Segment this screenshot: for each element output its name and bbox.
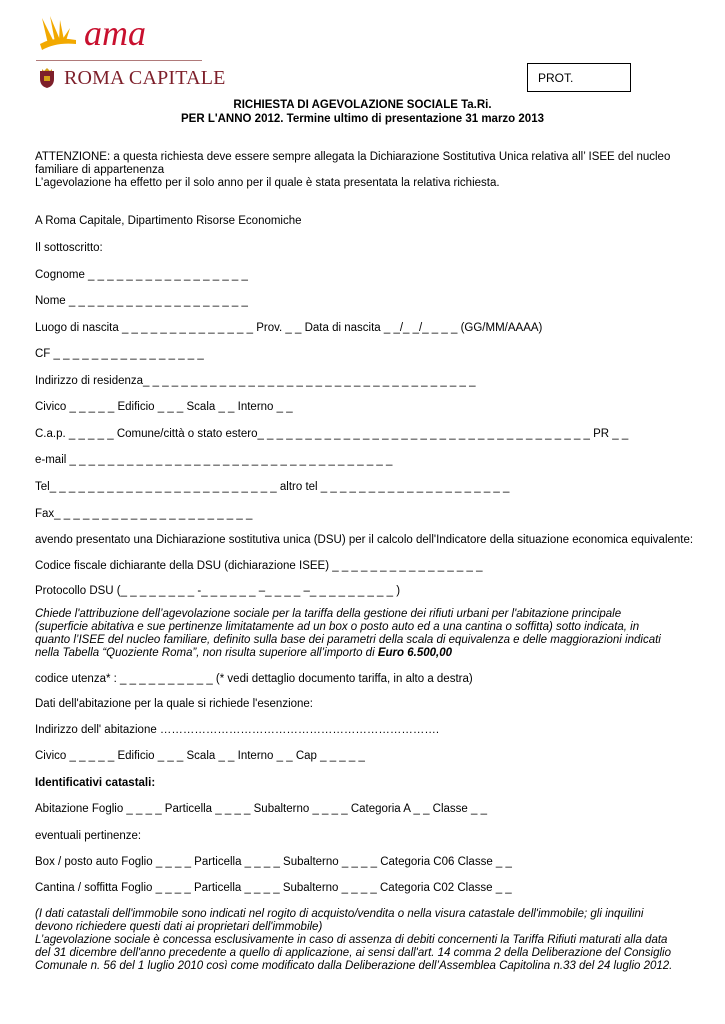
attention-line-3: L’agevolazione ha effetto per il solo anno per il quale è stata presentata la relativa richiesta.	[35, 177, 500, 189]
birth-info-field[interactable]: Luogo di nascita _ _ _ _ _ _ _ _ _ _ _ _ _ _ Prov. _ _ Data di nascita _ _/_ _/_ _ _ _ (GG/MM/AAAA)	[35, 322, 543, 334]
dwelling-cadastral-field[interactable]: Abitazione Foglio _ _ _ _ Particella _ _ _ _ Subalterno _ _ _ _ Categoria A _ _ Classe _ _	[35, 803, 487, 815]
roma-capitale-wordmark: ROMA CAPITALE	[64, 66, 226, 89]
nome-field[interactable]: Nome _ _ _ _ _ _ _ _ _ _ _ _ _ _ _ _ _ _ _	[35, 295, 248, 307]
attention-line-1: ATTENZIONE: a questa richiesta deve essere sempre allegata la Dichiarazione Sostitutiva Unica relativa all’ ISEE del nucleo	[35, 151, 671, 163]
email-field[interactable]: e-mail _ _ _ _ _ _ _ _ _ _ _ _ _ _ _ _ _ _ _ _ _ _ _ _ _ _ _ _ _ _ _ _ _ _	[35, 454, 393, 466]
phone-field[interactable]: Tel_ _ _ _ _ _ _ _ _ _ _ _ _ _ _ _ _ _ _ _ _ _ _ _ altro tel _ _ _ _ _ _ _ _ _ _ _ _ _ _ _ _ _ _ _ _	[35, 481, 510, 493]
sun-rays-icon	[36, 14, 80, 54]
user-code-field[interactable]: codice utenza* : _ _ _ _ _ _ _ _ _ _ (* vedi dettaglio documento tariffa, in alto a destra)	[35, 673, 473, 685]
residence-civic-field[interactable]: Civico _ _ _ _ _ Edificio _ _ _ Scala _ _ Interno _ _	[35, 401, 293, 413]
dsu-intro: avendo presentato una Dichiarazione sostitutiva unica (DSU) per il calcolo dell'Indicatore della situazione economica equivalente:	[35, 534, 694, 546]
dsu-tax-code-field[interactable]: Codice fiscale dichiarante della DSU (dichiarazione ISEE) _ _ _ _ _ _ _ _ _ _ _ _ _ _ _ _	[35, 560, 483, 572]
roma-shield-icon	[38, 67, 56, 89]
cf-field[interactable]: CF _ _ _ _ _ _ _ _ _ _ _ _ _ _ _ _	[35, 348, 204, 360]
undersigned-label: Il sottoscritto:	[35, 242, 103, 254]
dwelling-address-field[interactable]: Indirizzo dell' abitazione ……………………………………………………………….	[35, 724, 440, 736]
fax-field[interactable]: Fax_ _ _ _ _ _ _ _ _ _ _ _ _ _ _ _ _ _ _ _ _	[35, 508, 253, 520]
residence-address-field[interactable]: Indirizzo di residenza_ _ _ _ _ _ _ _ _ _ _ _ _ _ _ _ _ _ _ _ _ _ _ _ _ _ _ _ _ _ _ _ _ _ _	[35, 375, 476, 387]
cognome-field[interactable]: Cognome _ _ _ _ _ _ _ _ _ _ _ _ _ _ _ _ _	[35, 269, 248, 281]
dwelling-intro: Dati dell'abitazione per la quale si richiede l'esenzione:	[35, 698, 314, 710]
ama-wordmark: ama	[84, 13, 146, 53]
appurtenances-label: eventuali pertinenze:	[35, 830, 142, 842]
cap-comune-field[interactable]: C.a.p. _ _ _ _ _ Comune/città o stato estero_ _ _ _ _ _ _ _ _ _ _ _ _ _ _ _ _ _ _ _ _ _ _ _ _ _ _ _ _ _ _ _ _ _ _ PR _ _	[35, 428, 629, 440]
box-cadastral-field[interactable]: Box / posto auto Foglio _ _ _ _ Particella _ _ _ _ Subalterno _ _ _ _ Categoria C06 Classe _ _	[35, 856, 512, 868]
protocol-label: PROT.	[538, 71, 574, 85]
document-title-line-2: PER L'ANNO 2012. Termine ultimo di presentazione 31 marzo 2013	[181, 113, 544, 125]
request-paragraph: Chiede l'attribuzione dell’agevolazione sociale per la tariffa della gestione dei rifiuti urbani per l'abitazione principale (superficie abitativa e sue pertinenze limitatamente ad un box o posto auto ed a una cantina o soffitta) sotto indicata, in quanto l’ISEE del nucleo familiare, definito sulla base dei parametri della scala di equivalenza e delle maggiorazioni indicati nella Tabella “Quoziente Roma”, non risulta superiore all’importo di Euro 6.500,00	[35, 608, 661, 659]
request-amount: Euro 6.500,00	[377, 647, 452, 659]
protocol-box	[527, 63, 631, 92]
cellar-cadastral-field[interactable]: Cantina / soffitta Foglio _ _ _ _ Particella _ _ _ _ Subalterno _ _ _ _ Categoria C02 Classe _ _	[35, 882, 512, 894]
eligibility-note: L’agevolazione sociale è concessa esclusivamente in caso di assenza di debiti concernenti la Tariffa Rifiuti maturati alla data del 31 dicembre dell'anno precedente a quello di applicazione, ai sensi dall'art. 14 comma 2 della Deliberazione del Consiglio Comunale n. 56 del 1 luglio 2010 così come modificato dalla Deliberazione dell’Assemblea Capitolina n.33 del 24 luglio 2012.	[35, 934, 673, 972]
dwelling-civic-field[interactable]: Civico _ _ _ _ _ Edificio _ _ _ Scala _ _ Interno _ _ Cap _ _ _ _ _	[35, 750, 365, 762]
cadastral-note: (I dati catastali dell'immobile sono indicati nel rogito di acquisto/vendita o nella visura catastale dell'immobile; gli inquilini devono richiedere questi dati ai proprietari dell'immobile)	[35, 908, 644, 933]
recipient: A Roma Capitale, Dipartimento Risorse Economiche	[35, 215, 302, 227]
roma-capitale-logo	[38, 66, 226, 90]
attention-line-2: familiare di appartenenza	[35, 164, 165, 176]
logo-divider	[36, 60, 202, 61]
dsu-protocol-field[interactable]: Protocollo DSU (_ _ _ _ _ _ _ _ -_ _ _ _ _ _ –_ _ _ _ –_ _ _ _ _ _ _ _ _ )	[35, 585, 401, 597]
cadastral-title: Identificativi catastali:	[35, 777, 156, 789]
ama-logo	[36, 10, 176, 58]
document-title-line-1: RICHIESTA DI AGEVOLAZIONE SOCIALE Ta.Ri.	[233, 99, 492, 111]
